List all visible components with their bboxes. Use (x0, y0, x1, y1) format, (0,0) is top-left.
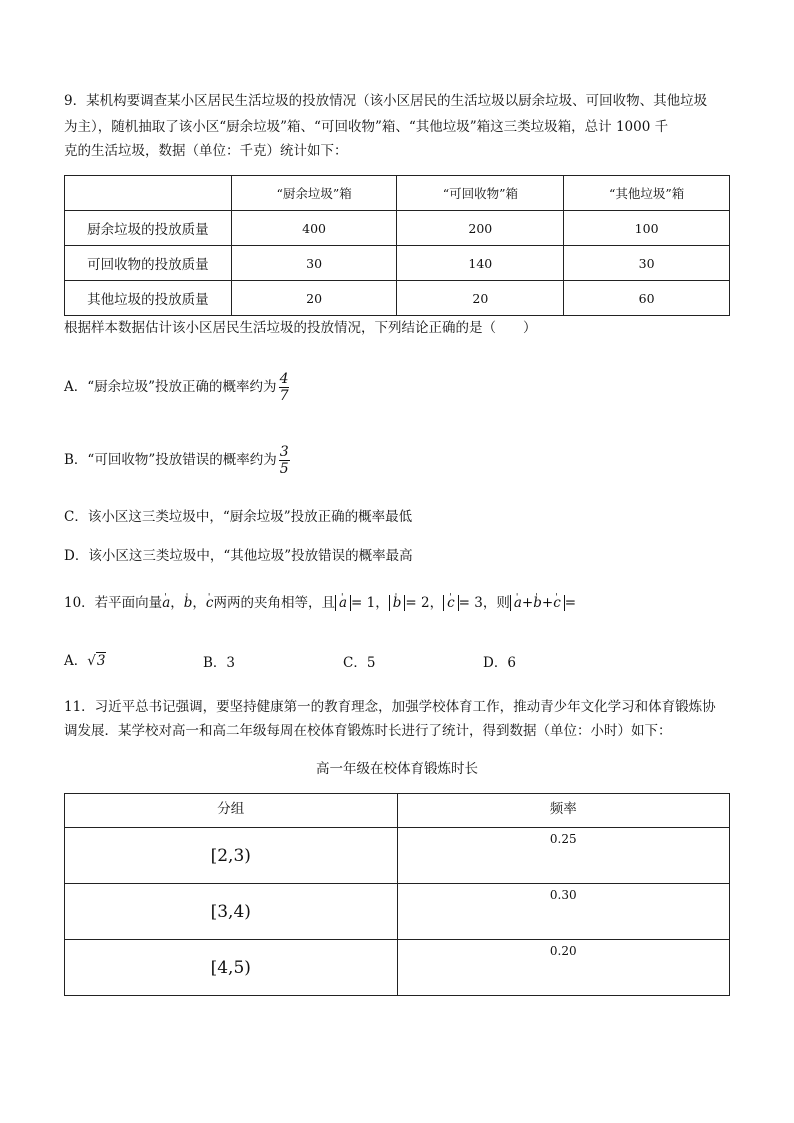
eq-3: = 3 (458, 595, 483, 611)
table-cell: 400 (231, 211, 397, 246)
fraction-numerator: 4 (279, 371, 289, 387)
q9-line-2: 为主），随机抽取了该小区“厨余垃圾”箱、“可回收物”箱、“其他垃圾”箱这三类垃圾箱，总计 1000 千 (64, 119, 669, 135)
option-label: A． (64, 653, 88, 669)
option-label: B． (203, 655, 227, 671)
vector-b: ' b (533, 595, 542, 611)
option-label: D． (483, 655, 508, 671)
option-value: 6 (507, 655, 516, 671)
frequency-cell: 0.30 (397, 884, 730, 940)
q10-lead: 10．若平面向量 (64, 595, 163, 611)
fraction-numerator: 3 (279, 444, 289, 460)
option-value: 5 (366, 655, 376, 671)
fraction-denominator: 7 (279, 388, 289, 404)
separator: ， (192, 595, 206, 611)
abs-c (443, 595, 459, 611)
q9-option-d: D．该小区这三类垃圾中，“其他垃圾”投放错误的概率最高 (64, 548, 413, 564)
table-header-row (65, 794, 730, 828)
table-cell: 30 (231, 246, 397, 281)
q10-option-c (343, 651, 375, 671)
table-row (65, 940, 730, 996)
table-cell: 20 (397, 281, 564, 316)
table-row (65, 211, 730, 246)
radicand: 3 (96, 653, 106, 669)
q9-line-1: 9．某机构要调查某小区居民生活垃圾的投放情况（该小区居民的生活垃圾以厨余垃圾、可回收物、其他垃圾 (64, 93, 708, 109)
group-interval: [2,3) (65, 828, 398, 884)
abs-a (335, 595, 351, 611)
q11-line-2: 调发展．某学校对高一和高二年级每周在校体育锻炼时长进行了统计，得到数据（单位：小时）如下： (64, 723, 672, 739)
q10-option-d (483, 651, 516, 671)
eq-1: = 1 (351, 595, 376, 611)
vector-a: ' a (514, 595, 522, 611)
row-label: 厨余垃圾的投放质量 (65, 211, 232, 246)
table-row (65, 828, 730, 884)
frequency-cell: 0.25 (397, 828, 730, 884)
plus-sign: + (521, 595, 534, 611)
vector-a: ' a (339, 595, 347, 611)
q10-option-b (203, 651, 235, 671)
table-header-row (65, 176, 730, 211)
vector-a: ' a (162, 595, 170, 611)
table-header-cell: 分组 (65, 794, 398, 828)
table-header-cell: “厨余垃圾”箱 (231, 176, 397, 211)
table-cell: 140 (397, 246, 564, 281)
q9-option-a (64, 368, 289, 406)
option-value: 3 (226, 655, 236, 671)
q9-table (64, 175, 730, 316)
sqrt: √3 (87, 653, 106, 669)
row-label: 可回收物的投放质量 (65, 246, 232, 281)
q10-mid: 两两的夹角相等，且 (213, 595, 335, 611)
vector-c: ' c (447, 595, 455, 611)
option-a-text: A．“厨余垃圾”投放正确的概率约为 (64, 379, 277, 395)
row-label: 其他垃圾的投放质量 (65, 281, 232, 316)
table-header-cell: “可回收物”箱 (397, 176, 564, 211)
q11-table-caption: 高一年级在校体育锻炼时长 (316, 761, 478, 777)
vector-b: ' b (393, 595, 402, 611)
q11-table (64, 793, 730, 996)
separator: ， (375, 595, 389, 611)
q11-line-1: 11．习近平总书记强调，要坚持健康第一的教育理念，加强学校体育工作，推动青少年文化学习和体育锻炼协 (64, 699, 716, 715)
q10-option-a (64, 649, 106, 669)
table-row (65, 884, 730, 940)
table-cell: 30 (564, 246, 730, 281)
vector-c: ' c (553, 595, 561, 611)
q10-stem (64, 591, 576, 615)
fraction (279, 444, 290, 477)
q9-prompt: 根据样本数据估计该小区居民生活垃圾的投放情况，下列结论正确的是（ ） (64, 320, 537, 336)
table-cell: 100 (564, 211, 730, 246)
q9-option-b (64, 441, 290, 479)
table-cell: 200 (397, 211, 564, 246)
group-interval: [4,5) (65, 940, 398, 996)
q9-line-3: 克的生活垃圾，数据（单位：千克）统计如下： (64, 143, 348, 159)
q10-tail: = (564, 595, 577, 611)
table-cell: 60 (564, 281, 730, 316)
table-header-cell: 频率 (397, 794, 730, 828)
option-b-text: B．“可回收物”投放错误的概率约为 (64, 452, 277, 468)
vector-b: ' b (184, 595, 193, 611)
fraction (279, 371, 290, 404)
separator: ， (429, 595, 444, 611)
table-row (65, 246, 730, 281)
table-cell: 20 (231, 281, 397, 316)
abs-sum (510, 595, 565, 611)
fraction-denominator: 5 (279, 461, 289, 477)
frequency-cell: 0.20 (397, 940, 730, 996)
abs-b (389, 595, 406, 611)
group-interval: [3,4) (65, 884, 398, 940)
eq-2: = 2 (405, 595, 430, 611)
separator: ， (170, 595, 184, 611)
plus-sign: + (541, 595, 554, 611)
option-label: C． (343, 655, 367, 671)
table-row (65, 281, 730, 316)
table-header-cell (65, 176, 232, 211)
q9-option-c: C．该小区这三类垃圾中，“厨余垃圾”投放正确的概率最低 (64, 509, 413, 525)
vector-c: ' c (206, 595, 214, 611)
table-header-cell: “其他垃圾”箱 (564, 176, 730, 211)
q10-then: ，则 (482, 595, 510, 611)
